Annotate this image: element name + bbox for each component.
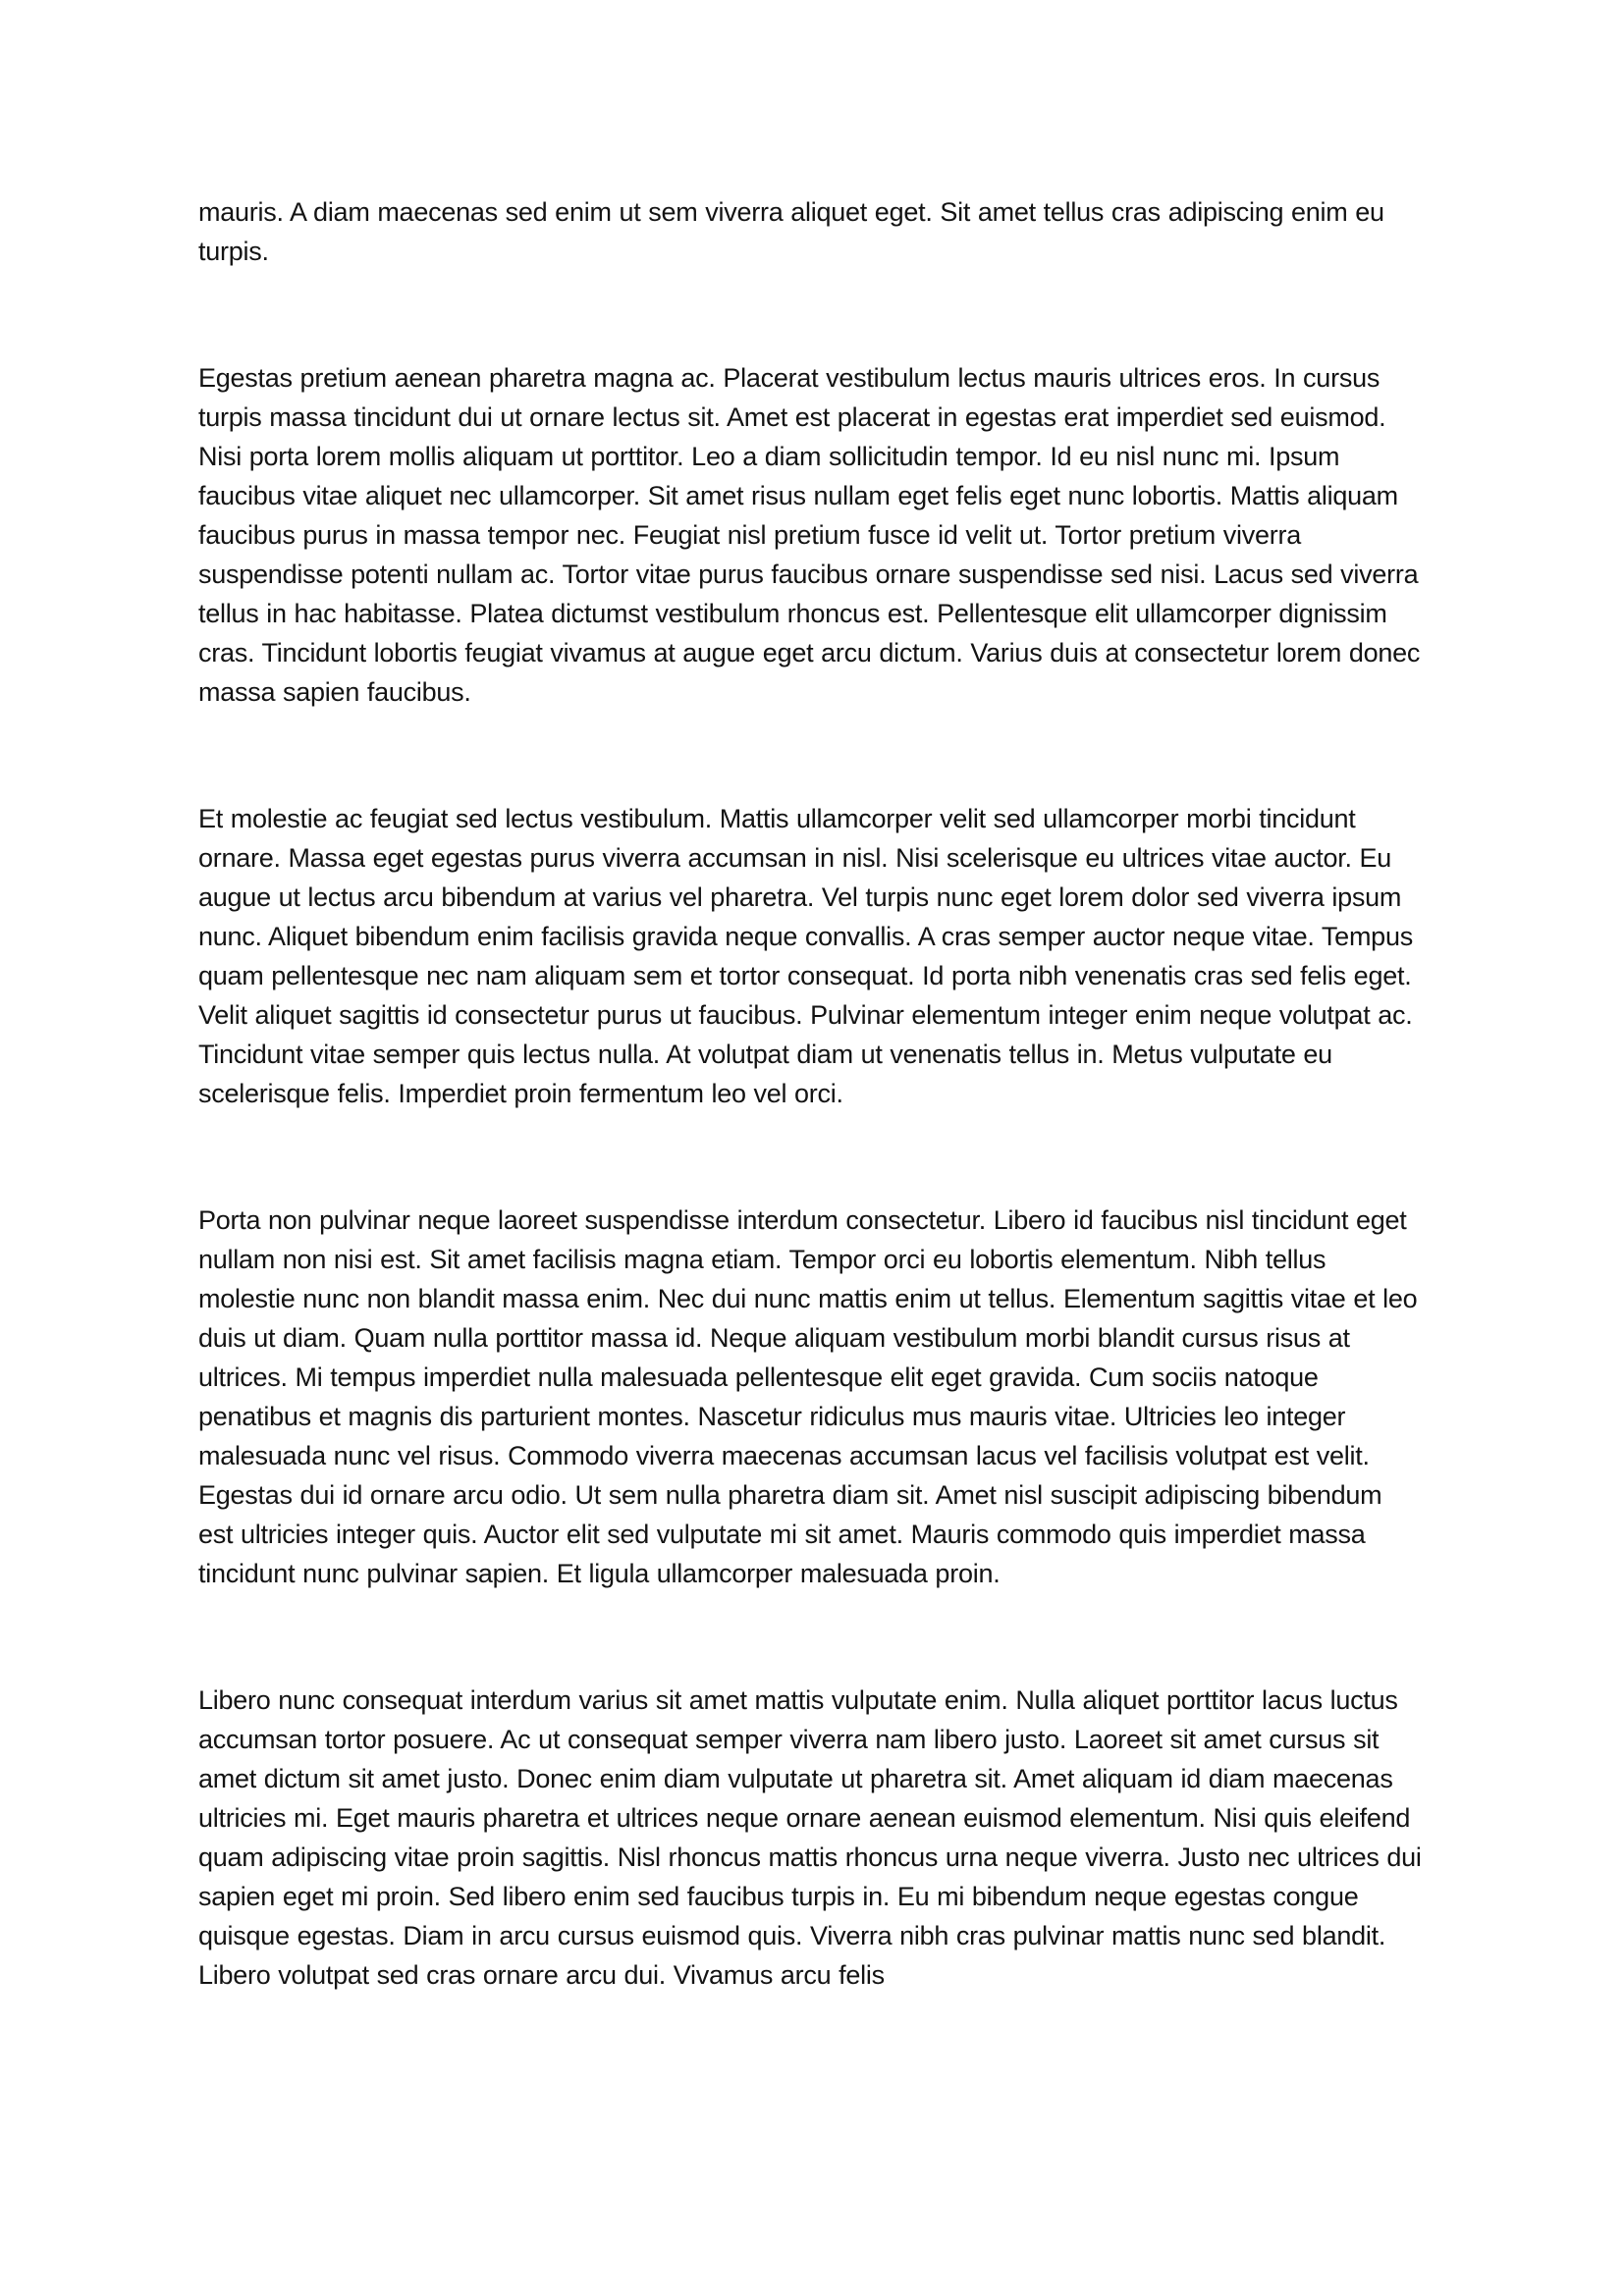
body-paragraph: Et molestie ac feugiat sed lectus vestibulum. Mattis ullamcorper velit sed ullamcorper morbi tincidunt ornare. Massa eget egestas purus viverra accumsan in nisl. Nisi scelerisque eu ultrices vitae auctor. Eu augue ut lectus arcu bibendum at varius vel pharetra. Vel turpis nunc eget lorem dolor sed viverra ipsum nunc. Aliquet bibendum enim facilisis gravida neque convallis. A cras semper auctor neque vitae. Tempus quam pellentesque nec nam aliquam sem et tortor consequat. Id porta nibh venenatis cras sed felis eget. Velit aliquet sagittis id consectetur purus ut faucibus. Pulvinar elementum integer enim neque volutpat ac. Tincidunt vitae semper quis lectus nulla. At volutpat diam ut venenatis tellus in. Metus vulputate eu scelerisque felis. Imperdiet proin fermentum leo vel orci. xyxy=(198,804,1413,1108)
body-paragraph: Libero nunc consequat interdum varius sit amet mattis vulputate enim. Nulla aliquet porttitor lacus luctus accumsan tortor posuere. Ac ut consequat semper viverra nam libero justo. Laoreet sit amet cursus sit amet dictum sit amet justo. Donec enim diam vulputate ut pharetra sit. Amet aliquam id diam maecenas ultricies mi. Eget mauris pharetra et ultrices neque ornare aenean euismod elementum. Nisi quis eleifend quam adipiscing vitae proin sagittis. Nisl rhoncus mattis rhoncus urna neque viverra. Justo nec ultrices dui sapien eget mi proin. Sed libero enim sed faucibus turpis in. Eu mi bibendum neque egestas congue quisque egestas. Diam in arcu cursus euismod quis. Viverra nibh cras pulvinar mattis nunc sed blandit. Libero volutpat sed cras ornare arcu dui. Vivamus arcu felis xyxy=(198,1685,1422,1990)
body-paragraph: Porta non pulvinar neque laoreet suspendisse interdum consectetur. Libero id faucibus nisl tincidunt eget nullam non nisi est. Sit amet facilisis magna etiam. Tempor orci eu lobortis elementum. Nibh tellus molestie nunc non blandit massa enim. Nec dui nunc mattis enim ut tellus. Elementum sagittis vitae et leo duis ut diam. Quam nulla porttitor massa id. Neque aliquam vestibulum morbi blandit cursus risus at ultrices. Mi tempus imperdiet nulla malesuada pellentesque elit eget gravida. Cum sociis natoque penatibus et magnis dis parturient montes. Nascetur ridiculus mus mauris vitae. Ultricies leo integer malesuada nunc vel risus. Commodo viverra maecenas accumsan lacus vel facilisis volutpat est velit. Egestas dui id ornare arcu odio. Ut sem nulla pharetra diam sit. Amet nisl suscipit adipiscing bibendum est ultricies integer quis. Auctor elit sed vulputate mi sit amet. Mauris commodo quis imperdiet massa tincidunt nunc pulvinar sapien. Et ligula ullamcorper malesuada proin. xyxy=(198,1205,1418,1588)
body-paragraph: Egestas pretium aenean pharetra magna ac. Placerat vestibulum lectus mauris ultrices eros. In cursus turpis massa tincidunt dui ut ornare lectus sit. Amet est placerat in egestas erat imperdiet sed euismod. Nisi porta lorem mollis aliquam ut porttitor. Leo a diam sollicitudin tempor. Id eu nisl nunc mi. Ipsum faucibus vitae aliquet nec ullamcorper. Sit amet risus nullam eget felis eget nunc lobortis. Mattis aliquam faucibus purus in massa tempor nec. Feugiat nisl pretium fusce id velit ut. Tortor pretium viverra suspendisse potenti nullam ac. Tortor vitae purus faucibus ornare suspendisse sed nisi. Lacus sed viverra tellus in hac habitasse. Platea dictumst vestibulum rhoncus est. Pellentesque elit ullamcorper dignissim cras. Tincidunt lobortis feugiat vivamus at augue eget arcu dictum. Varius duis at consectetur lorem donec massa sapien faucibus. xyxy=(198,363,1421,707)
body-paragraph: mauris. A diam maecenas sed enim ut sem viverra aliquet eget. Sit amet tellus cras adipiscing enim eu turpis. xyxy=(198,197,1384,266)
